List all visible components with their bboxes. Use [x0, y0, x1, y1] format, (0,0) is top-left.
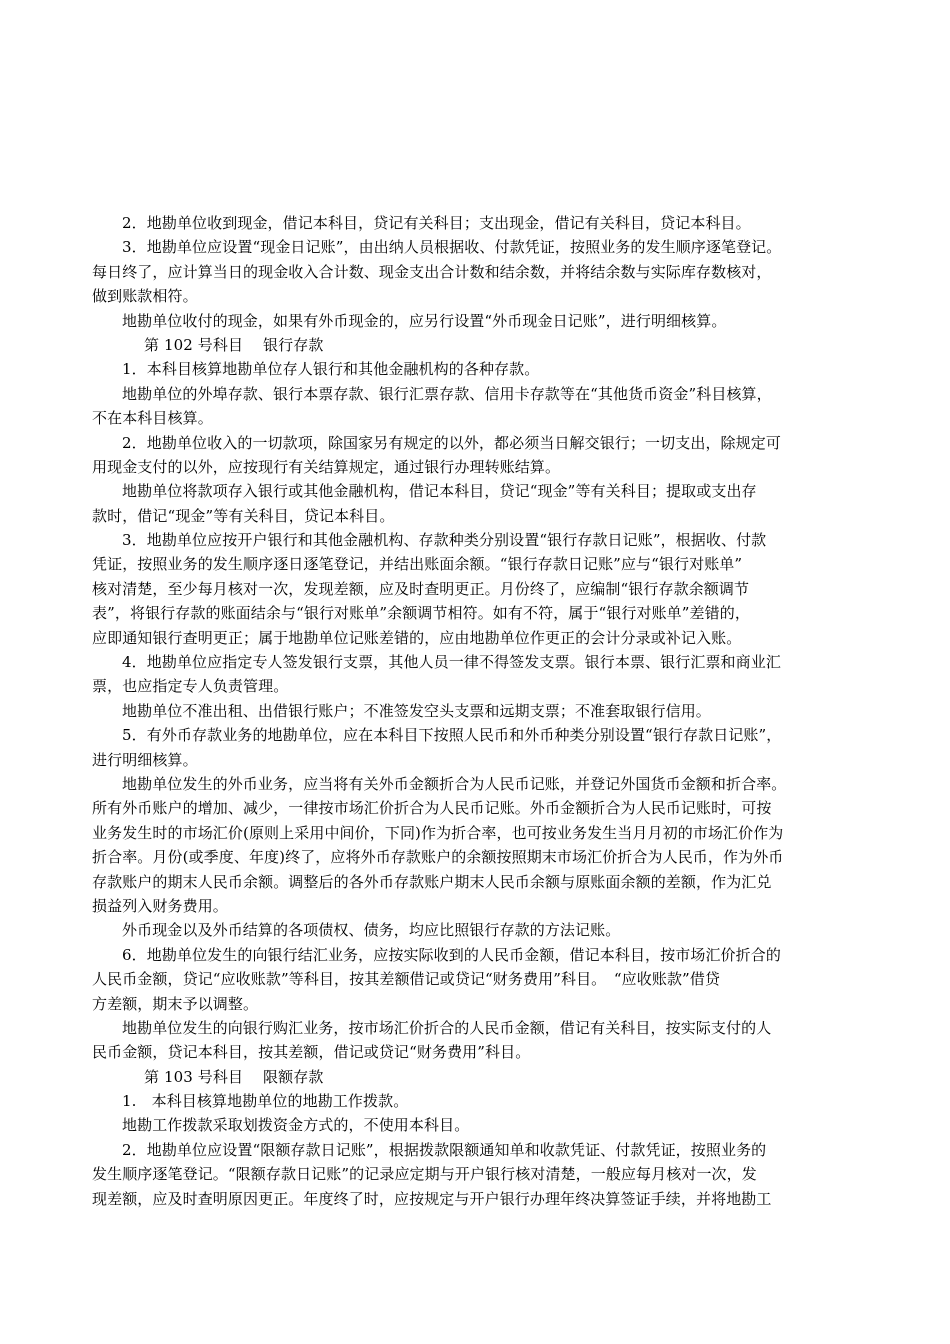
text-line: 方差额，期末予以调整。 — [92, 994, 259, 1013]
text-line: 2．地勘单位收入的一切款项，除国家另有规定的以外，都必须当日解交银行；一切支出，除规定可 — [122, 433, 781, 452]
text-line: 3．地勘单位应设置“现金日记账”，由出纳人员根据收、付款凭证，按照业务的发生顺序逐笔登记。 — [122, 238, 782, 257]
text-line: 地勘单位的外埠存款、银行本票存款、银行汇票存款、信用卡存款等在“其他货币资金”科目核算， — [122, 384, 772, 403]
document-body — [92, 211, 862, 1211]
text-line: 5．有外币存款业务的地勘单位，应在本科目下按照人民币和外币种类分别设置“银行存款日记账”， — [122, 726, 782, 745]
text-line: 存款账户的期末人民币余额。调整后的各外币存款账户期末人民币余额与原账面余额的差额，作为汇兑 — [92, 872, 772, 891]
text-line: 进行明细核算。 — [92, 750, 198, 769]
text-line: 地勘工作拨款采取划拨资金方式的，不使用本科目。 — [122, 1116, 470, 1135]
text-line: 2．地勘单位应设置“限额存款日记账”，根据拨款限额通知单和收款凭证、付款凭证，按照业务的 — [122, 1140, 767, 1159]
text-line: 业务发生时的市场汇价(原则上采用中间价，下同)作为折合率，也可按业务发生当月月初的市场汇价作为 — [92, 823, 784, 842]
text-line: 现差额，应及时查明原因更正。年度终了时，应按规定与开户银行办理年终决算签证手续，并将地勘工 — [92, 1189, 772, 1208]
text-line: 核对清楚，至少每月核对一次，发现差额，应及时查明更正。月份终了，应编制“银行存款余额调节 — [92, 579, 750, 598]
text-line: 6．地勘单位发生的向银行结汇业务，应按实际收到的人民币金额，借记本科目，按市场汇价折合的 — [122, 945, 781, 964]
text-line: 做到账款相符。 — [92, 287, 198, 306]
text-line: 款时，借记“现金”等有关科目，贷记本科目。 — [92, 506, 395, 525]
text-line: 地勘单位发生的向银行购汇业务，按市场汇价折合的人民币金额，借记有关科目，按实际支付的人 — [122, 1018, 772, 1037]
text-line: 发生顺序逐笔登记。“限额存款日记账”的记录应定期与开户银行核对清楚，一般应每月核对一次，发 — [92, 1165, 757, 1184]
text-line: 人民币金额，贷记“应收账款”等科目，按其差额借记或贷记“财务费用”科目。 “应收账款”借贷 — [92, 970, 721, 989]
text-line: 表”，将银行存款的账面结余与“银行对账单”余额调节相符。如有不符，属于“银行对账单”差错的， — [92, 604, 750, 623]
text-line: 民币金额，贷记本科目，按其差额，借记或贷记“财务费用”科目。 — [92, 1043, 531, 1062]
text-line: 凭证，按照业务的发生顺序逐日逐笔登记，并结出账面余额。“银行存款日记账”应与“银行对账单” — [92, 555, 743, 574]
text-line: 外币现金以及外币结算的各项债权、债务，均应比照银行存款的方法记账。 — [122, 921, 621, 940]
text-line: 地勘单位将款项存入银行或其他金融机构，借记本科目，贷记“现金”等有关科目；提取或支出存 — [122, 482, 757, 501]
text-line: 票，也应指定专人负责管理。 — [92, 677, 289, 696]
text-line: 2．地勘单位收到现金，借记本科目，贷记有关科目；支出现金，借记有关科目，贷记本科目。 — [122, 214, 751, 232]
text-line: 每日终了，应计算当日的现金收入合计数、现金支出合计数和结余数，并将结余数与实际库存数核对， — [92, 262, 772, 281]
text-line: 地勘单位不准出租、出借银行账户；不准签发空头支票和远期支票；不准套取银行信用。 — [122, 701, 711, 720]
text-line: 1．本科目核算地勘单位存人银行和其他金融机构的各种存款。 — [122, 360, 540, 379]
text-line: 折合率。月份(或季度、年度)终了，应将外币存款账户的余额按照期末市场汇价折合为人民币，作为外币 — [92, 848, 784, 867]
text-line: 地勘单位发生的外币业务，应当将有关外币金额折合为人民币记账，并登记外国货币金额和折合率。 — [122, 774, 787, 793]
text-line: 用现金支付的以外，应按现行有关结算规定，通过银行办理转账结算。 — [92, 457, 561, 476]
text-line: 4．地勘单位应指定专人签发银行支票，其他人员一律不得签发支票。银行本票、银行汇票和商业汇 — [122, 653, 781, 672]
section-heading: 第 102 号科目 银行存款 — [144, 335, 324, 354]
text-line: 不在本科目核算。 — [92, 409, 213, 428]
text-line: 应即通知银行查明更正；属于地勘单位记账差错的，应由地勘单位作更正的会计分录或补记入账。 — [92, 628, 742, 647]
text-line: 所有外币账户的增加、减少，一律按市场汇价折合为人民币记账。外币金额折合为人民币记账时，可按 — [92, 799, 772, 818]
text-line: 地勘单位收付的现金，如果有外币现金的，应另行设置“外币现金日记账”，进行明细核算。 — [122, 311, 727, 330]
text-line: 1. 本科目核算地勘单位的地勘工作拨款。 — [122, 1092, 409, 1111]
section-heading: 第 103 号科目 限额存款 — [144, 1067, 324, 1086]
text-line: 3．地勘单位应按开户银行和其他金融机构、存款种类分别设置“银行存款日记账”，根据收、付款 — [122, 531, 767, 550]
text-line: 损益列入财务费用。 — [92, 896, 228, 915]
